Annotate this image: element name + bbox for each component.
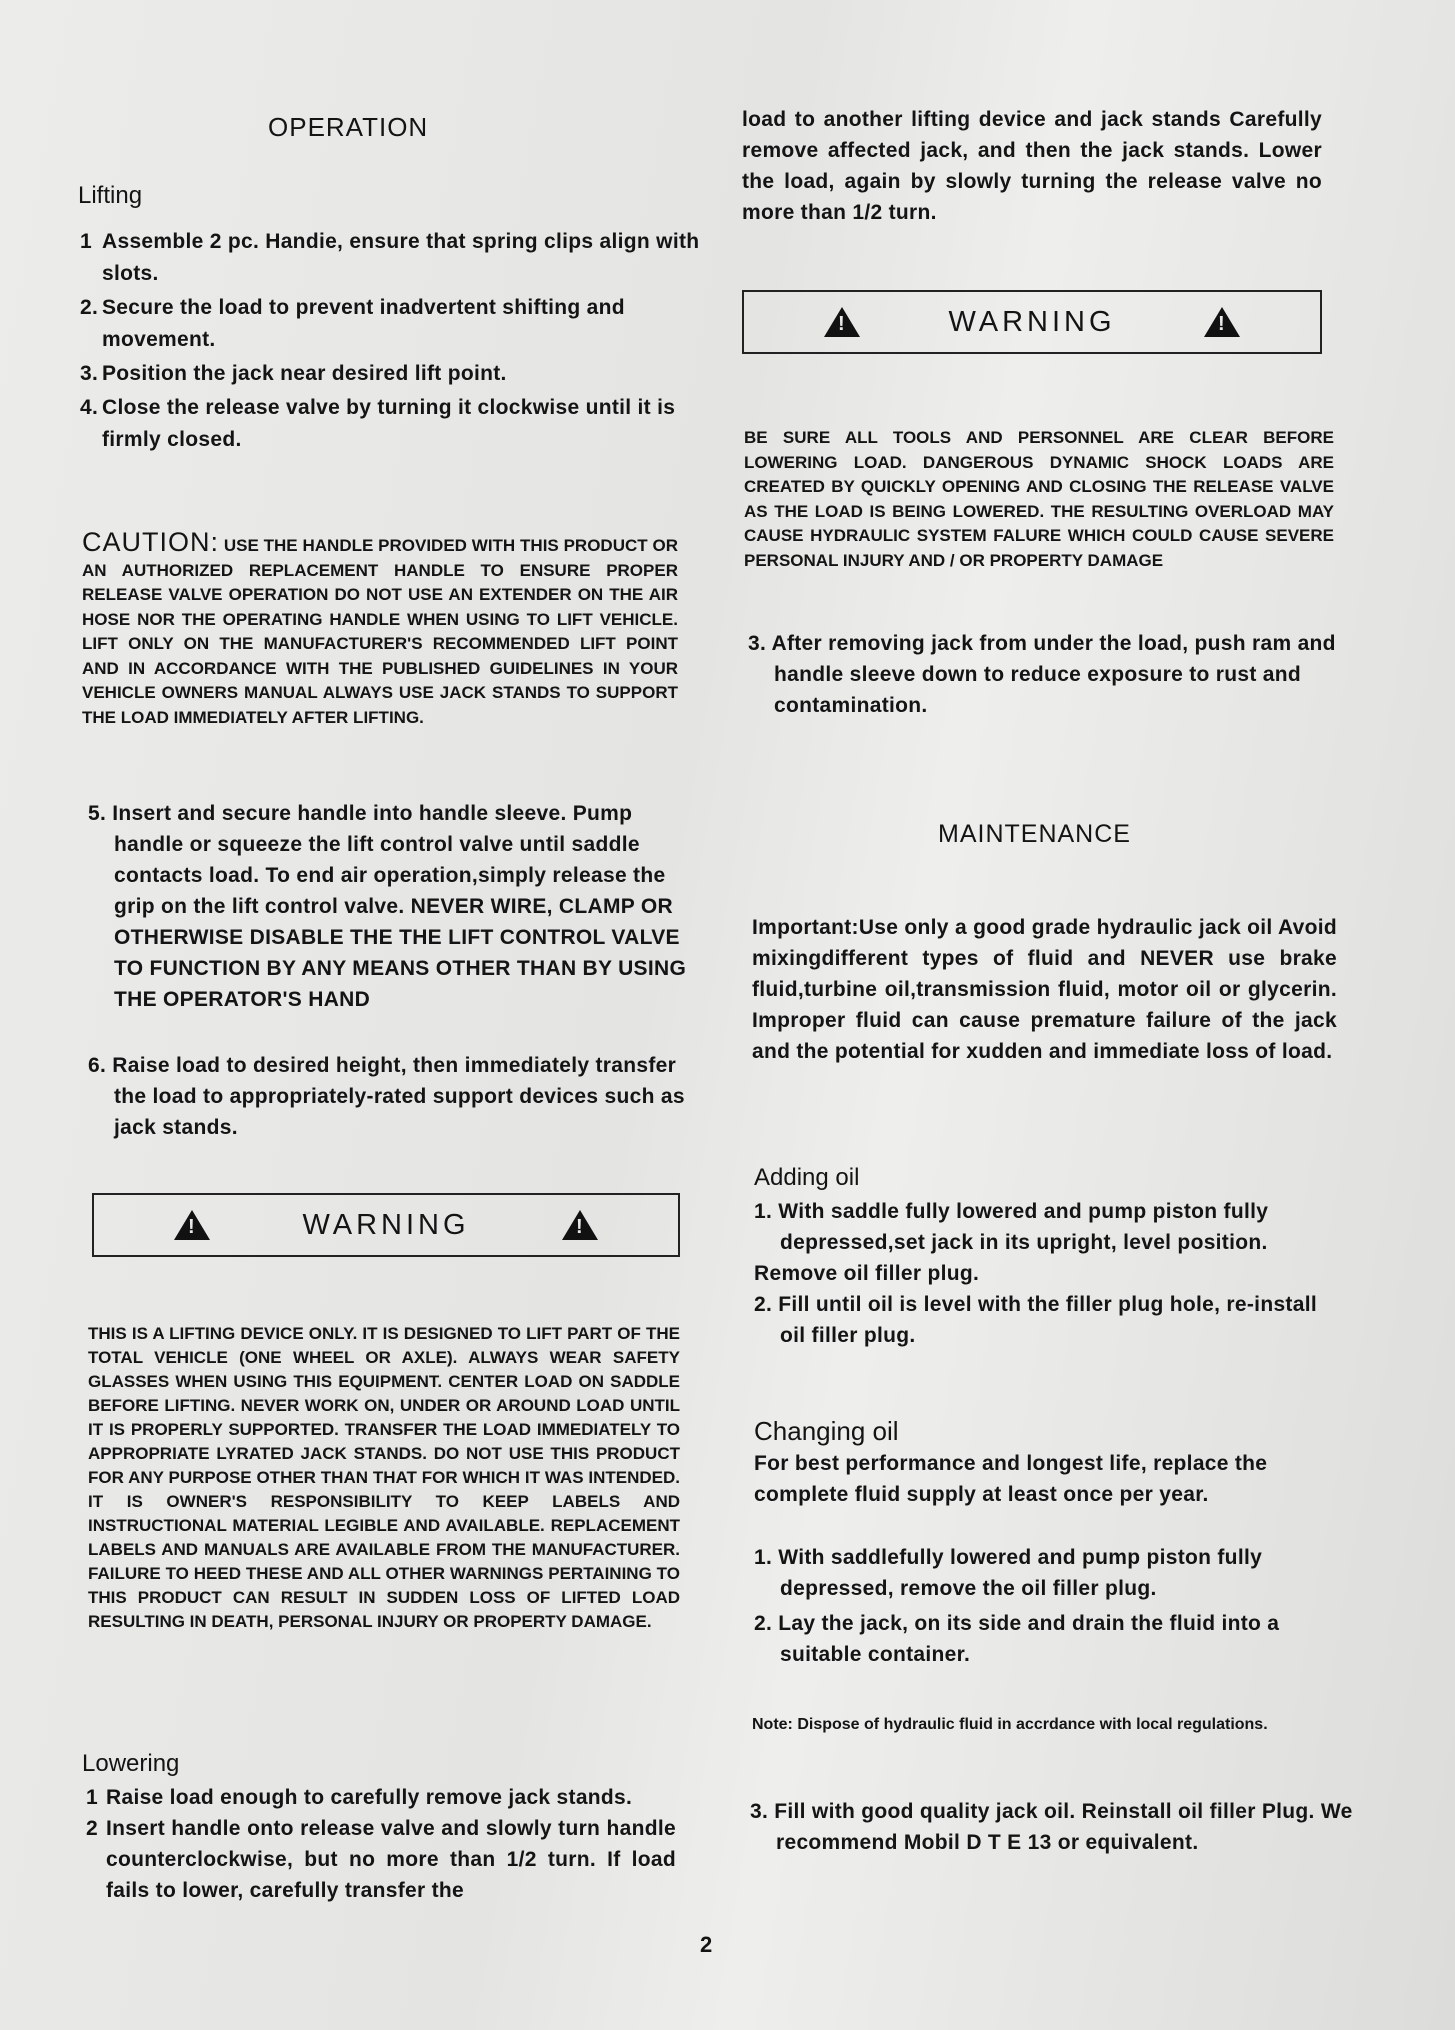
warning-text-left: THIS IS A LIFTING DEVICE ONLY. IT IS DESIGNED TO LIFT PART OF THE TOTAL VEHICLE (ONE WHEEL OR AXLE). ALWAYS WEAR SAFETY GLASSES WHEN USING THIS EQUIPMENT. CENTER LOAD ON SADDLE BEFORE LIFTING. NEVER WORK ON, UNDER OR AROUND LOAD UNTIL IT IS PROPERLY SUPPORTED. TRANSFER THE LOAD IMMEDIATELY TO APPROPRIATE LYRATED JACK STANDS. DO NOT USE THIS PRODUCT FOR ANY PURPOSE OTHER THAN THAT FOR WHICH IT WAS INTENDED. IT IS OWNER'S RESPONSIBILITY TO KEEP LABELS AND INSTRUCTIONAL MATERIAL LEGIBLE AND AVAILABLE. REPLACEMENT LABELS AND MANUALS ARE AVAILABLE FROM THE MANUFACTURER. FAILURE TO HEED THESE AND ALL OTHER WARNINGS PERTAINING TO THIS PRODUCT CAN RESULT IN SUDDEN LOSS OF LIFTED LOAD RESULTING IN DEATH, PERSONAL INJURY OR PROPERTY DAMAGE. <box>88 1324 680 1631</box>
list-item: 2 Insert handle onto release valve and slowly turn handle counterclockwise, but no more than 1/2 turn. If load fails to lower, carefully transfer the <box>86 1817 676 1902</box>
continued-text: load to another lifting device and jack stands Carefully remove affected jack, and then the jack stands. Lower the load, again by slowly turning the release valve no more than 1/2 turn. <box>742 108 1322 224</box>
list-item: 1 Raise load enough to carefully remove jack stands. <box>86 1786 633 1809</box>
list-item: 1. With saddlefully lowered and pump piston fully depressed, remove the oil filler plug. <box>754 1546 1263 1600</box>
step-3: 3. After removing jack from under the load, push ram and handle sleeve down to reduce exposure to rust and contamination. <box>748 632 1336 717</box>
warning-text-right: BE SURE ALL TOOLS AND PERSONNEL ARE CLEAR BEFORE LOWERING LOAD. DANGEROUS DYNAMIC SHOCK LOADS ARE CREATED BY QUICKLY OPENING AND CLOSING THE RELEASE VALVE AS THE LOAD IS BEING LOWERED. THE RESULTING OVERLOAD MAY CAUSE HYDRAULIC SYSTEM FALURE WHICH COULD CAUSE SEVERE PERSONAL INJURY AND / OR PROPERTY DAMAGE <box>744 428 1334 570</box>
list-item: 1 Assemble 2 pc. Handie, ensure that spring clips align with slots. <box>80 230 700 285</box>
caution-block <box>82 527 678 730</box>
lowering-title: Lowering <box>82 1750 180 1777</box>
list-item: 1. With saddle fully lowered and pump piston fully depressed,set jack in its upright, level position. <box>754 1200 1269 1254</box>
list-item: 4. Close the release valve by turning it clockwise until it is firmly closed. <box>80 396 676 451</box>
page-number: 2 <box>700 1932 713 1957</box>
adding-oil-title: Adding oil <box>754 1164 860 1191</box>
warning-triangle-icon <box>824 307 860 337</box>
changing-oil-title: Changing oil <box>754 1416 899 1446</box>
list-item: 2. Secure the load to prevent inadvertent shifting and movement. <box>80 296 625 351</box>
changing-oil-intro: For best performance and longest life, replace the complete fluid supply at least once per year. <box>754 1452 1268 1506</box>
important-text: Important:Use only a good grade hydraulic jack oil Avoid mixingdifferent types of fluid and NEVER use brake fluid,turbine oil,transmission fluid, motor oil or glycerin. Improper fluid can cause premature failure of the jack and the potential for xudden and immediate loss of load. <box>752 916 1337 1063</box>
list-item: 3. Position the jack near desired lift point. <box>80 362 507 385</box>
list-item: 2. Lay the jack, on its side and drain the fluid into a suitable container. <box>754 1612 1280 1666</box>
list-item: Remove oil filler plug. <box>754 1262 980 1285</box>
lowering-steps <box>86 1782 676 1906</box>
warning-label: WARNING <box>302 1208 470 1241</box>
warning-box-right <box>742 290 1322 354</box>
changing-oil-steps <box>754 1542 1339 1670</box>
warning-triangle-icon <box>174 1210 210 1240</box>
maintenance-title: MAINTENANCE <box>938 820 1131 848</box>
warning-triangle-icon <box>1204 307 1240 337</box>
list-item: 2. Fill until oil is level with the filler plug hole, re-install oil filler plug. <box>754 1293 1317 1347</box>
changing-step-3: 3. Fill with good quality jack oil. Reinstall oil filler Plug. We recommend Mobil D T E 13 or equivalent. <box>750 1800 1353 1854</box>
lifting-title: Lifting <box>78 182 143 209</box>
warning-triangle-icon <box>562 1210 598 1240</box>
step-5: 5. Insert and secure handle into handle sleeve. Pump handle or squeeze the lift control valve until saddle contacts load. To end air operation,simply release the grip on the lift control valve. NEVER WIRE, CLAMP OR OTHERWISE DISABLE THE THE LIFT CONTROL VALVE TO FUNCTION BY ANY MEANS OTHER THAN BY USING THE OPERATOR'S HAND <box>88 802 687 1011</box>
operation-title: OPERATION <box>268 112 429 142</box>
note-text: Note: Dispose of hydraulic fluid in accrdance with local regulations. <box>752 1716 1268 1733</box>
lifting-steps <box>80 226 702 456</box>
step-6: 6. Raise load to desired height, then immediately transfer the load to appropriately-rated support devices such as jack stands. <box>88 1054 685 1139</box>
caution-text: USE THE HANDLE PROVIDED WITH THIS PRODUCT OR AN AUTHORIZED REPLACEMENT HANDLE TO ENSURE PROPER RELEASE VALVE OPERATION DO NOT USE AN EXTENDER ON THE AIR HOSE NOR THE OPERATING HANDLE WHEN USING TO LIFT VEHICLE. LIFT ONLY ON THE MANUFACTURER'S RECOMMENDED LIFT POINT AND IN ACCORDANCE WITH THE PUBLISHED GUIDELINES IN YOUR VEHICLE OWNERS MANUAL ALWAYS USE JACK STANDS TO SUPPORT THE LOAD IMMEDIATELY AFTER LIFTING. <box>82 536 678 727</box>
warning-box-left <box>92 1193 680 1257</box>
adding-oil-steps <box>754 1196 1339 1351</box>
warning-label: WARNING <box>948 305 1116 338</box>
caution-label: CAUTION: <box>82 527 220 557</box>
